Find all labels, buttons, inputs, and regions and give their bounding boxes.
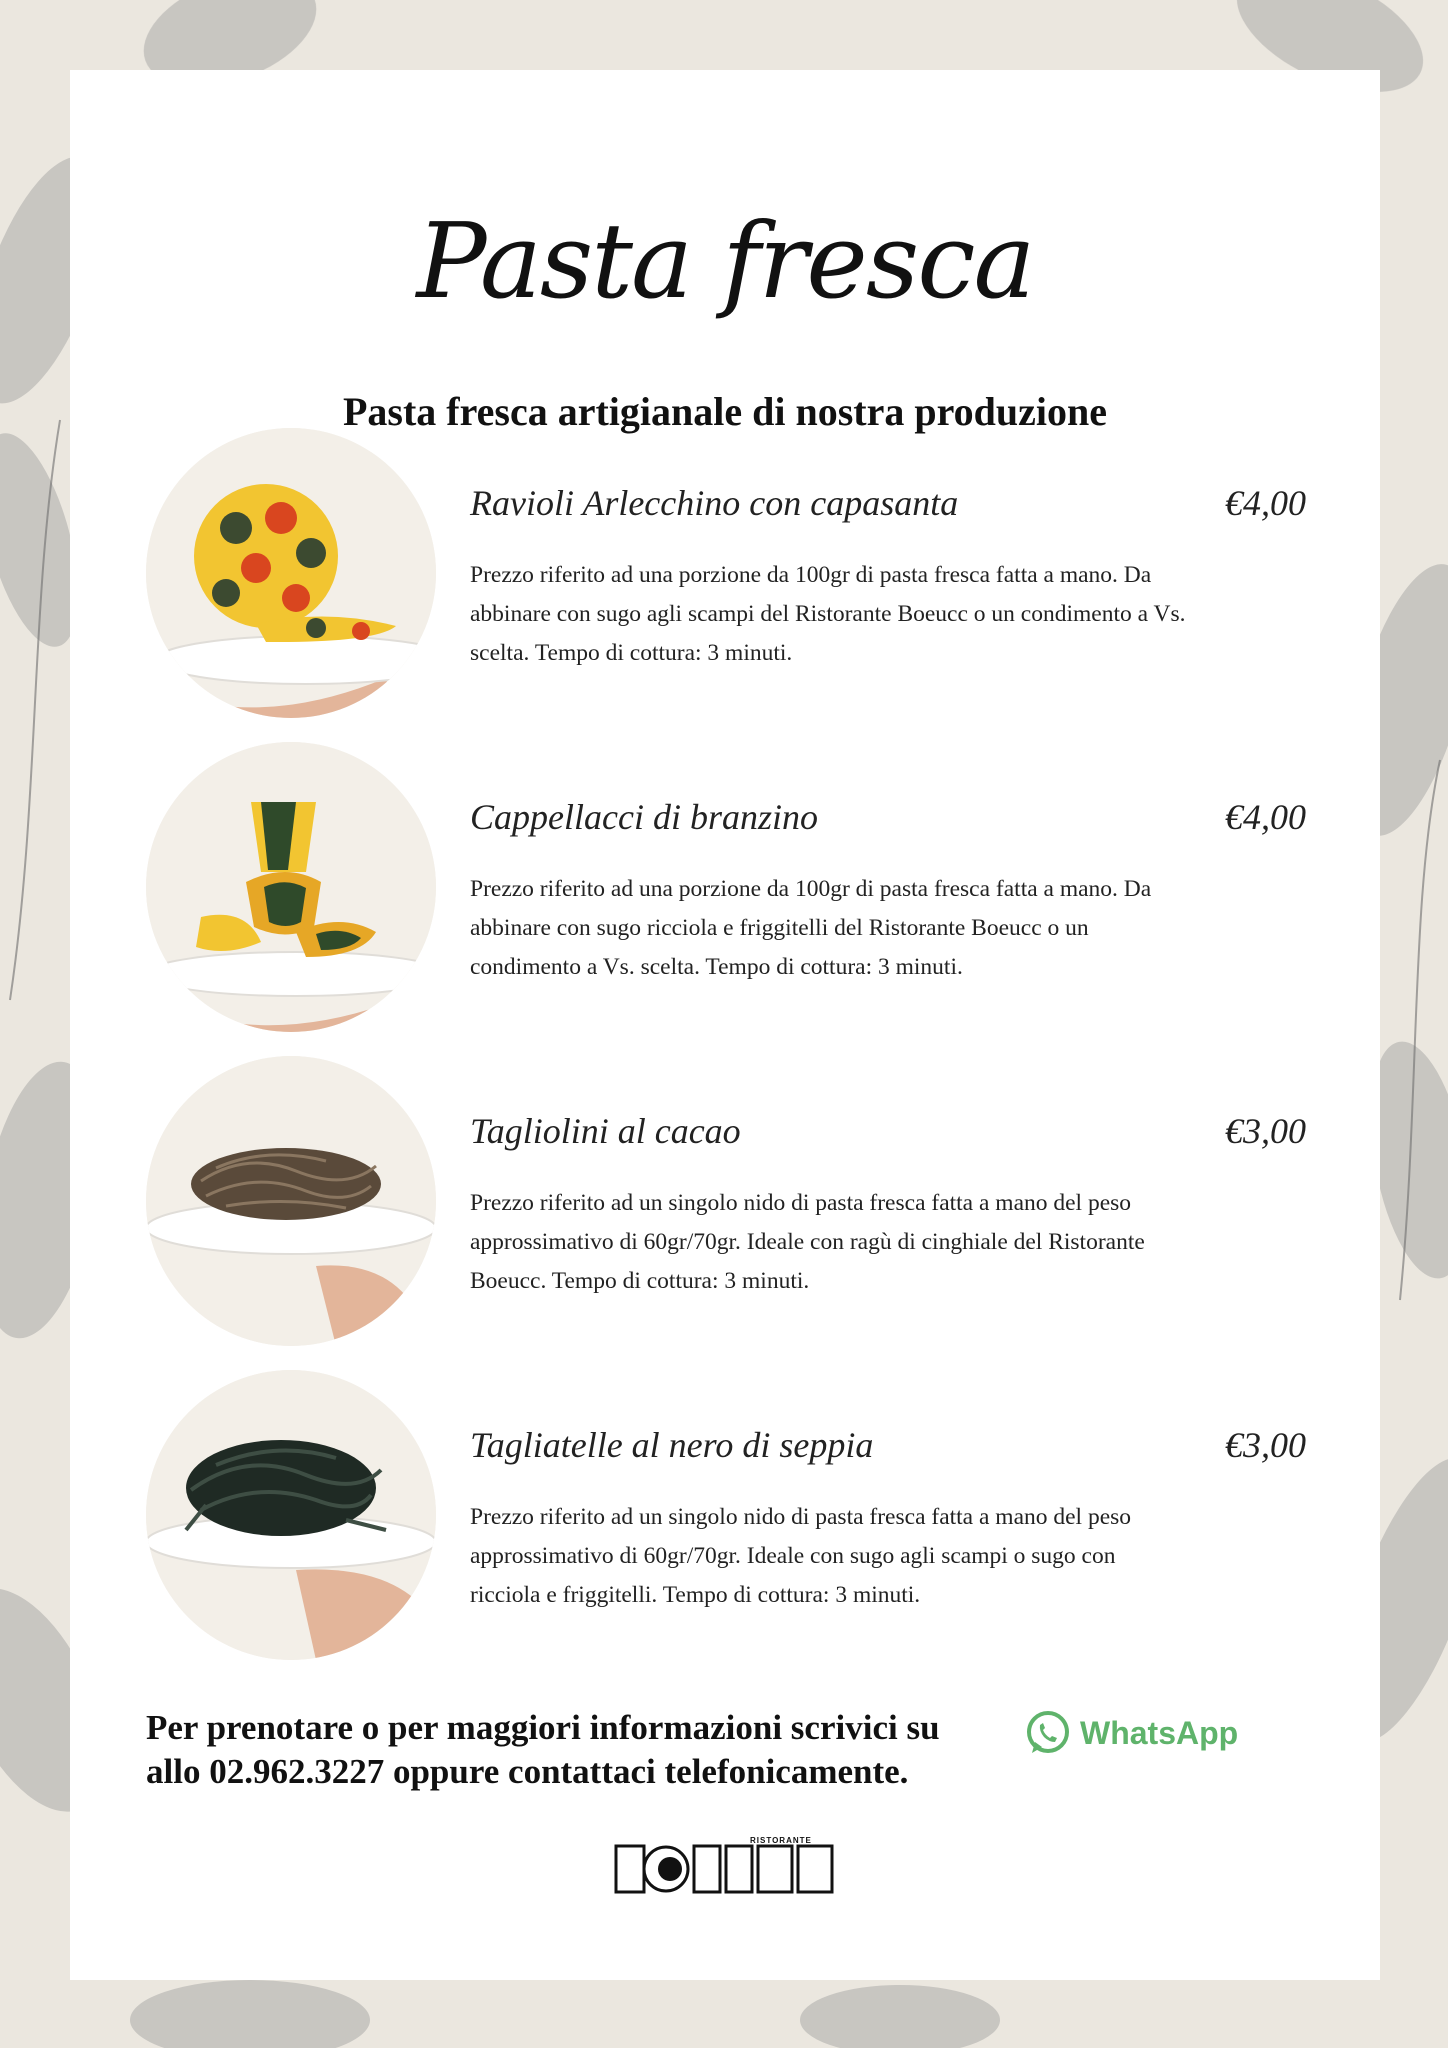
menu-item xyxy=(146,742,1306,1032)
whatsapp-icon xyxy=(1024,1709,1072,1757)
whatsapp-badge[interactable] xyxy=(1024,1708,1238,1758)
tagliatelle-plate-icon xyxy=(146,1370,436,1660)
contact-line-1: Per prenotare o per maggiori informazioni scrivici su xyxy=(146,1708,940,1747)
menu-item xyxy=(146,428,1306,718)
page-title: Pasta fresca xyxy=(416,200,1034,322)
item-name: Ravioli Arlecchino con capasanta xyxy=(470,483,959,523)
page-subtitle: Pasta fresca artigianale di nostra produzione xyxy=(342,389,1108,434)
item-name: Cappellacci di branzino xyxy=(470,797,818,837)
item-name: Tagliolini al cacao xyxy=(470,1111,741,1151)
contact-line-2: allo 02.962.3227 oppure contattaci telefonicamente. xyxy=(146,1752,909,1791)
menu-panel xyxy=(70,70,1380,1980)
cappellacci-plate-icon xyxy=(146,742,436,1032)
item-description: Prezzo riferito ad un singolo nido di pasta fresca fatta a mano del peso approssimativo di 60gr/70gr. Ideale con sugo agli scampi o sugo con ricciola e friggitelli. Tempo di cottura: 3 minuti. xyxy=(470,1504,1132,1608)
boeucc-logo xyxy=(614,1838,836,1898)
item-price: €3,00 xyxy=(1225,1425,1306,1465)
item-price: €3,00 xyxy=(1225,1111,1306,1151)
item-description: Prezzo riferito ad un singolo nido di pasta fresca fatta a mano del peso approssimativo di 60gr/70gr. Ideale con ragù di cinghiale del Ristorante Boeucc. Tempo di cottura: 3 minuti. xyxy=(470,1190,1145,1294)
whatsapp-label: WhatsApp xyxy=(1080,1714,1239,1751)
ravioli-plate-icon xyxy=(146,428,436,718)
item-name: Tagliatelle al nero di seppia xyxy=(470,1425,874,1465)
item-description: Prezzo riferito ad una porzione da 100gr di pasta fresca fatta a mano. Da abbinare con sugo ricciola e friggitelli del Ristorante Boeucc o un condimento a Vs. scelta. Tempo di cottura: 3 minuti. xyxy=(470,876,1152,980)
menu-item xyxy=(146,1056,1306,1346)
item-description: Prezzo riferito ad una porzione da 100gr di pasta fresca fatta a mano. Da abbinare con sugo agli scampi del Ristorante Boeucc o un condimento a Vs. scelta. Tempo di cottura: 3 minuti. xyxy=(470,562,1186,666)
item-price: €4,00 xyxy=(1225,483,1306,523)
tagliolini-plate-icon xyxy=(146,1056,436,1346)
menu-item xyxy=(146,1370,1306,1660)
item-price: €4,00 xyxy=(1225,797,1306,837)
logo-tagline: RISTORANTE xyxy=(750,1836,812,1845)
